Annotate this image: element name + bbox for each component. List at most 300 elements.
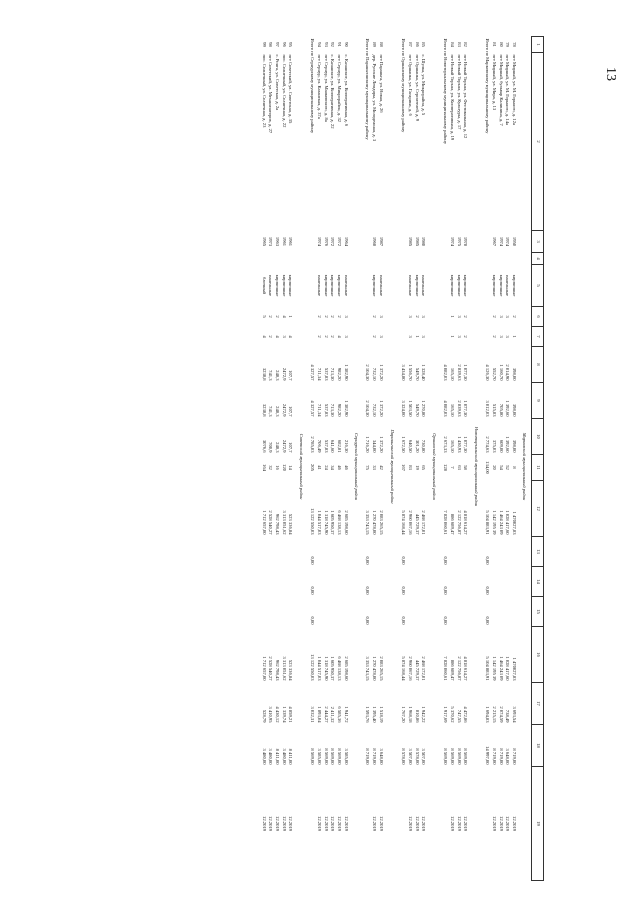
table-cell: 12.2019: [337, 816, 343, 831]
table-cell: [510, 537, 517, 567]
table-cell: 3 480,00: [281, 748, 287, 765]
address-cell: пгт Сернур, ул. Казанская, д. 37а: [317, 54, 322, 119]
table-cell: 1 712 657,00: [261, 656, 267, 681]
total-cell: 2 673,33: [442, 436, 448, 453]
table-cell: 2 839,63: [456, 400, 462, 417]
table-cell: 886 689,47: [449, 659, 455, 681]
table-cell: 1974: [505, 236, 511, 247]
column-header: 14: [532, 567, 544, 597]
table-cell: [462, 537, 469, 567]
table-row: [287, 37, 294, 881]
table-cell: 3 507,00: [407, 748, 413, 765]
total-cell: 0,00: [309, 556, 315, 565]
table-cell: 552,70: [492, 367, 497, 381]
table-cell: кирпичные: [337, 274, 343, 297]
table-cell: 711,34: [317, 404, 322, 417]
address-cell: пгт Сернур, ул. Маяковского, д. 8а: [323, 54, 329, 122]
total-label: Итого по Оршанскому муниципальному району: [400, 38, 406, 133]
table-cell: 2: [337, 315, 343, 318]
total-cell: 0,00: [442, 556, 448, 565]
table-cell: 2 074,59: [498, 706, 504, 723]
table-cell: 20: [492, 465, 497, 470]
table-cell: 3076,6: [261, 439, 267, 453]
table-cell: 12.2019: [330, 816, 336, 831]
table-cell: [406, 537, 413, 567]
table-cell: 2 528 540,27: [268, 656, 274, 681]
table-cell: [342, 597, 349, 627]
housing-register-table: [260, 36, 544, 881]
section-title: Оршанский муниципальный район: [431, 433, 437, 500]
address-cell: пос. Солнечный, ул. Солнечная, д. 23: [261, 54, 267, 128]
table-cell: 2 444,27: [323, 706, 329, 723]
table-cell: кирпичные: [330, 274, 336, 297]
total-cell: 4 327,57: [309, 400, 315, 417]
table-cell: [335, 253, 342, 265]
table-cell: 12.2019: [449, 816, 455, 831]
table-cell: [413, 567, 420, 597]
table-cell: 398,00: [512, 403, 517, 417]
column-header: 7: [532, 327, 544, 347]
section-header-row: [384, 37, 398, 881]
table-cell: 8 719,00: [512, 748, 517, 765]
table-cell: 2: [268, 335, 274, 338]
table-cell: 2 122 756,87: [456, 510, 462, 535]
table-cell: кирпичные: [456, 274, 462, 297]
total-cell: 3 353 743,15: [365, 656, 371, 681]
table-cell: 2: [323, 315, 329, 318]
total-cell: 1 767,20: [400, 706, 406, 723]
column-header: 11: [532, 455, 544, 481]
table-cell: блочный: [261, 276, 267, 294]
total-cell: 8 569,00: [309, 748, 315, 765]
total-cell: 8 578,00: [400, 748, 406, 765]
total-cell: 2 104,30: [365, 400, 371, 417]
table-cell: [448, 253, 455, 265]
table-cell: 1 968,18: [407, 706, 413, 723]
table-cell: 2 960 067,16: [407, 656, 413, 681]
table-cell: панельные: [505, 275, 511, 296]
total-cell: 3 032,31: [309, 706, 315, 723]
table-cell: 711,34: [317, 368, 322, 381]
table-row: [335, 37, 342, 881]
table-cell: 2: [463, 315, 469, 318]
table-cell: 1967: [492, 236, 497, 247]
total-cell: 0,00: [484, 556, 490, 565]
table-cell: [315, 567, 322, 597]
table-cell: 164: [261, 464, 267, 471]
table-cell: [377, 537, 384, 567]
table-cell: [273, 567, 280, 597]
table-cell: 1 605 950,37: [330, 656, 336, 681]
table-cell: 1 142 195 39: [492, 510, 497, 535]
table-cell: [497, 567, 504, 597]
table-row: [342, 37, 349, 881]
table-cell: 738,49: [505, 709, 511, 723]
table-cell: 641,60: [330, 439, 336, 453]
table-cell: кирпичные: [498, 274, 504, 297]
address-cell: с. Шулка, ул. Микрорайон, д. 5: [421, 54, 427, 116]
table-cell: 1 893,04: [317, 706, 322, 723]
table-cell: 2: [275, 315, 280, 318]
total-cell: 5 104 883,91: [484, 510, 490, 535]
table-cell: 165,10: [449, 439, 455, 453]
total-row: [307, 37, 315, 881]
table-cell: 3: [505, 335, 511, 338]
table-cell: 12.2019: [407, 816, 413, 831]
address-cell: дер. Русские Лемдяры, ул. Молодежная, д. 3: [372, 54, 378, 142]
table-cell: [504, 253, 511, 265]
table-cell: 5: [261, 315, 267, 318]
table-cell: [497, 253, 504, 265]
table-cell: 3: [421, 335, 427, 338]
total-cell: 4 082,03: [442, 400, 448, 417]
total-cell: 0,00: [442, 616, 448, 625]
table-cell: 1 556,70: [407, 364, 413, 381]
table-cell: 2: [317, 315, 322, 318]
table-cell: кирпичные: [288, 274, 294, 297]
total-cell: 7 828 060,61: [442, 656, 448, 681]
table-cell: 2472,9: [281, 367, 287, 381]
table-cell: [329, 537, 336, 567]
column-header: 19: [532, 767, 544, 881]
table-cell: 730,80: [421, 439, 427, 453]
table-cell: 3 693,54: [512, 706, 517, 723]
table-cell: [497, 537, 504, 567]
table-cell: [462, 253, 469, 265]
column-header: 8: [532, 347, 544, 383]
table-cell: 445 729,37: [414, 513, 420, 535]
table-cell: [280, 597, 287, 627]
table-row: [280, 37, 287, 881]
address-cell: с. Казанское, ул. Кооперативная, д. 22: [330, 54, 336, 129]
table-cell: 1 392,60: [505, 436, 511, 453]
table-cell: 3: [379, 315, 385, 318]
table-cell: 1974: [449, 236, 455, 247]
table-cell: [322, 567, 329, 597]
table-cell: 8 569,00: [337, 748, 343, 765]
table-row: [497, 37, 504, 881]
table-cell: 375,03: [492, 439, 497, 453]
total-cell: 1 694,83: [484, 706, 490, 723]
table-cell: [371, 567, 378, 597]
table-cell: 6 468 138,13: [337, 656, 343, 681]
table-cell: 33: [372, 465, 378, 470]
table-cell: панельные: [317, 275, 322, 296]
table-row: [260, 37, 267, 881]
table-cell: [413, 253, 420, 265]
table-cell: 1974: [317, 236, 322, 247]
address-cell: пгт Новый Торъял, ул. Культуры, д. 17: [456, 54, 462, 130]
total-cell: 14 997,00: [484, 746, 490, 765]
table-cell: 46: [343, 465, 349, 470]
table-cell: 3: [407, 315, 413, 318]
total-cell: 1 593,76: [365, 706, 371, 723]
table-cell: 301,20: [414, 439, 420, 453]
total-cell: 0,00: [365, 586, 371, 595]
table-cell: 3: [281, 335, 287, 338]
table-row: [322, 37, 329, 881]
table-cell: 1 941,72: [343, 706, 349, 723]
table-cell: 1 028 417,60: [505, 510, 511, 535]
total-cell: 4 082,03: [442, 364, 448, 381]
table-cell: кирпичные: [372, 274, 378, 297]
table-cell: 87: [407, 42, 413, 47]
total-cell: 205: [309, 464, 315, 471]
table-cell: 8 719,00: [372, 748, 378, 765]
table-cell: 982,20: [337, 367, 343, 381]
table-row: [406, 37, 413, 881]
total-cell: 0,00: [365, 616, 371, 625]
table-cell: [349, 37, 363, 53]
table-cell: 1: [449, 315, 455, 318]
total-cell: 1 917,69: [442, 706, 448, 723]
table-cell: 12.2019: [275, 816, 280, 831]
table-cell: 78: [512, 42, 517, 47]
table-cell: 741,3: [268, 370, 274, 381]
table-row: [462, 37, 469, 881]
table-cell: 640,50: [407, 439, 413, 453]
section-title: Марковский муниципальный район: [522, 432, 528, 501]
table-cell: 97: [275, 42, 280, 47]
table-cell: 3 507,00: [421, 748, 427, 765]
page-number: 13: [603, 67, 618, 81]
table-cell: 3: [456, 315, 462, 318]
total-label: Итого по Марковскому муниципальному району: [484, 38, 490, 134]
table-cell: 4: [261, 335, 267, 338]
table-cell: 2 685 198,60: [343, 510, 349, 535]
total-row: [398, 37, 406, 881]
table-cell: 2 014,90: [505, 364, 511, 381]
table-cell: 85: [421, 42, 427, 47]
table-cell: [468, 37, 482, 53]
table-cell: [273, 253, 280, 265]
table-cell: [342, 567, 349, 597]
table-cell: 1976: [323, 236, 329, 247]
table-cell: 12.2019: [323, 816, 329, 831]
table-cell: 537,83: [323, 367, 329, 381]
table-cell: 982,20: [337, 403, 343, 417]
table-cell: 2: [372, 315, 378, 318]
table-cell: 1978: [463, 236, 469, 247]
table-cell: 1961: [288, 236, 294, 247]
table-cell: [413, 597, 420, 627]
table-cell: [315, 597, 322, 627]
table-cell: панельные: [421, 275, 427, 296]
table-cell: 90: [343, 42, 349, 47]
table-cell: 96: [281, 42, 287, 47]
column-header: 16: [532, 627, 544, 683]
column-header: 4: [532, 253, 544, 265]
table-cell: 609,00: [498, 439, 504, 453]
table-cell: 1 470027,83: [512, 511, 517, 535]
total-row: [363, 37, 371, 881]
table-cell: 46: [337, 465, 343, 470]
table-cell: [315, 537, 322, 567]
table-cell: 3 648,00: [379, 748, 385, 765]
table-cell: 99: [261, 42, 267, 47]
table-cell: 4: [275, 335, 280, 338]
table-cell: 34: [330, 465, 336, 470]
table-cell: 3 313 051,62: [281, 656, 287, 681]
table-cell: 5 370,62: [449, 706, 455, 723]
table-cell: 1972: [337, 236, 343, 247]
table-cell: кирпичные: [281, 274, 287, 297]
table-cell: 962 798,43: [275, 513, 280, 535]
table-cell: 1 077,30: [463, 400, 469, 417]
table-cell: 92: [330, 42, 336, 47]
total-cell: 134,00: [484, 461, 490, 474]
table-cell: [267, 537, 274, 567]
table-cell: 12.2019: [372, 816, 378, 831]
table-cell: 1 160,70: [498, 364, 504, 381]
total-cell: 2 774,63: [484, 436, 490, 453]
table-cell: 83: [456, 42, 462, 47]
total-cell: 1 716,20: [365, 436, 371, 453]
table-cell: [363, 767, 371, 881]
section-title: Параньгинский муниципальный район: [389, 429, 395, 504]
table-cell: 8: [512, 466, 517, 469]
address-cell: пгт Новый Торъял, ул. Кооперативная, д. 19: [449, 54, 455, 141]
table-cell: 3: [498, 335, 504, 338]
table-cell: 1 942,22: [421, 706, 427, 723]
total-cell: 5 874 168,44: [400, 510, 406, 535]
table-cell: 2: [323, 335, 329, 338]
total-cell: 4 327,57: [309, 364, 315, 381]
table-cell: 65: [421, 465, 427, 470]
table-cell: 8 411,00: [275, 748, 280, 765]
table-cell: 528,79: [261, 709, 267, 723]
table-cell: 14: [288, 465, 294, 470]
table-cell: 4 430,12: [275, 706, 280, 723]
column-header: 18: [532, 725, 544, 767]
address-cell: пгт Советский, ул. Механизаторов, д. 27: [268, 54, 274, 134]
table-cell: 713,30: [330, 403, 336, 417]
total-cell: 1 672,50: [400, 436, 406, 453]
column-header: 12: [532, 481, 544, 537]
address-cell: с. Ронга, ул. Советская, д. 2а: [275, 54, 280, 111]
table-cell: 2: [317, 335, 322, 338]
table-cell: [420, 537, 427, 567]
table-row: [448, 37, 455, 881]
table-cell: 2 839,63: [456, 364, 462, 381]
table-cell: 12.2019: [261, 816, 267, 831]
table-cell: 7: [449, 466, 455, 469]
address-cell: пгт Мирный, бульвар Калинина, д. 7: [498, 54, 504, 126]
table-cell: [307, 767, 315, 881]
table-cell: 523 336,84: [288, 659, 294, 681]
total-cell: 8 719,00: [365, 748, 371, 765]
table-cell: 3: [407, 335, 413, 338]
table-cell: 1 470027,83: [512, 657, 517, 681]
total-cell: 0,00: [309, 586, 315, 595]
table-cell: 4 818 614,27: [463, 510, 469, 535]
table-cell: 107,7: [288, 370, 294, 381]
table-cell: 8 569,00: [330, 748, 336, 765]
table-cell: [267, 567, 274, 597]
total-cell: 0,00: [400, 556, 406, 565]
table-cell: 523 336,84: [288, 513, 294, 535]
table-cell: 1 464 243 09: [498, 656, 504, 681]
table-cell: 12.2019: [492, 816, 497, 831]
table-cell: 3: [343, 335, 349, 338]
table-cell: 91: [337, 42, 343, 47]
table-cell: [448, 537, 455, 567]
table-cell: 3 648,00: [505, 748, 511, 765]
table-cell: [504, 567, 511, 597]
table-row: [420, 37, 427, 881]
table-cell: [510, 253, 517, 265]
table-cell: 2 083 265,15: [379, 656, 385, 681]
table-cell: 165,10: [449, 367, 455, 381]
table-cell: 84: [449, 42, 455, 47]
column-header: 13: [532, 537, 544, 567]
total-row: [440, 37, 448, 881]
table-cell: 1 395,40: [372, 706, 378, 723]
table-cell: 1961: [281, 236, 287, 247]
table-cell: 515,83: [492, 403, 497, 417]
section-header-row: [426, 37, 440, 881]
table-cell: [329, 253, 336, 265]
table-cell: 1 328,40: [421, 364, 427, 381]
table-cell: [420, 567, 427, 597]
table-row: [273, 37, 280, 881]
table-cell: [260, 537, 267, 567]
table-cell: 89: [372, 42, 378, 47]
table-cell: 2: [268, 315, 274, 318]
table-cell: 1972: [330, 236, 336, 247]
table-cell: 549,70: [414, 403, 420, 417]
total-cell: 5 874 168,44: [400, 656, 406, 681]
table-cell: 1 318 745,90: [323, 510, 329, 535]
total-cell: 4 126,30: [484, 364, 490, 381]
table-cell: 107,7: [288, 442, 294, 453]
table-cell: 8 569,00: [456, 748, 462, 765]
table-cell: [455, 537, 462, 567]
table-cell: [398, 767, 406, 881]
table-cell: 1: [449, 335, 455, 338]
section-title: Сернурский муниципальный район: [354, 432, 360, 501]
column-header: 6: [532, 307, 544, 327]
table-cell: 2 411,32: [330, 706, 336, 723]
table-cell: 12.2019: [281, 816, 287, 831]
table-cell: 700,9: [268, 442, 274, 453]
total-cell: 2 104,30: [365, 364, 371, 381]
table-cell: 107,7: [288, 406, 294, 417]
table-cell: 2: [463, 335, 469, 338]
table-cell: кирпичные: [414, 274, 420, 297]
table-cell: [490, 597, 497, 627]
total-cell: 128: [442, 464, 448, 471]
table-cell: 1973: [268, 236, 274, 247]
table-cell: 549,70: [414, 367, 420, 381]
table-cell: [377, 253, 384, 265]
table-cell: [462, 567, 469, 597]
table-cell: 4 818 614,27: [463, 656, 469, 681]
table-cell: 8 411,00: [288, 748, 294, 765]
table-cell: 2472,9: [281, 439, 287, 453]
column-header: 2: [532, 53, 544, 231]
table-cell: 79: [505, 42, 511, 47]
table-cell: 12.2019: [268, 816, 274, 831]
table-cell: 52: [505, 465, 511, 470]
total-cell: 3 012,03: [484, 400, 490, 417]
table-cell: 12.2019: [456, 816, 462, 831]
table-cell: [287, 597, 294, 627]
table-cell: 713,30: [330, 367, 336, 381]
table-cell: [267, 253, 274, 265]
total-cell: 0,00: [400, 616, 406, 625]
table-cell: 6 468 138,13: [337, 510, 343, 535]
